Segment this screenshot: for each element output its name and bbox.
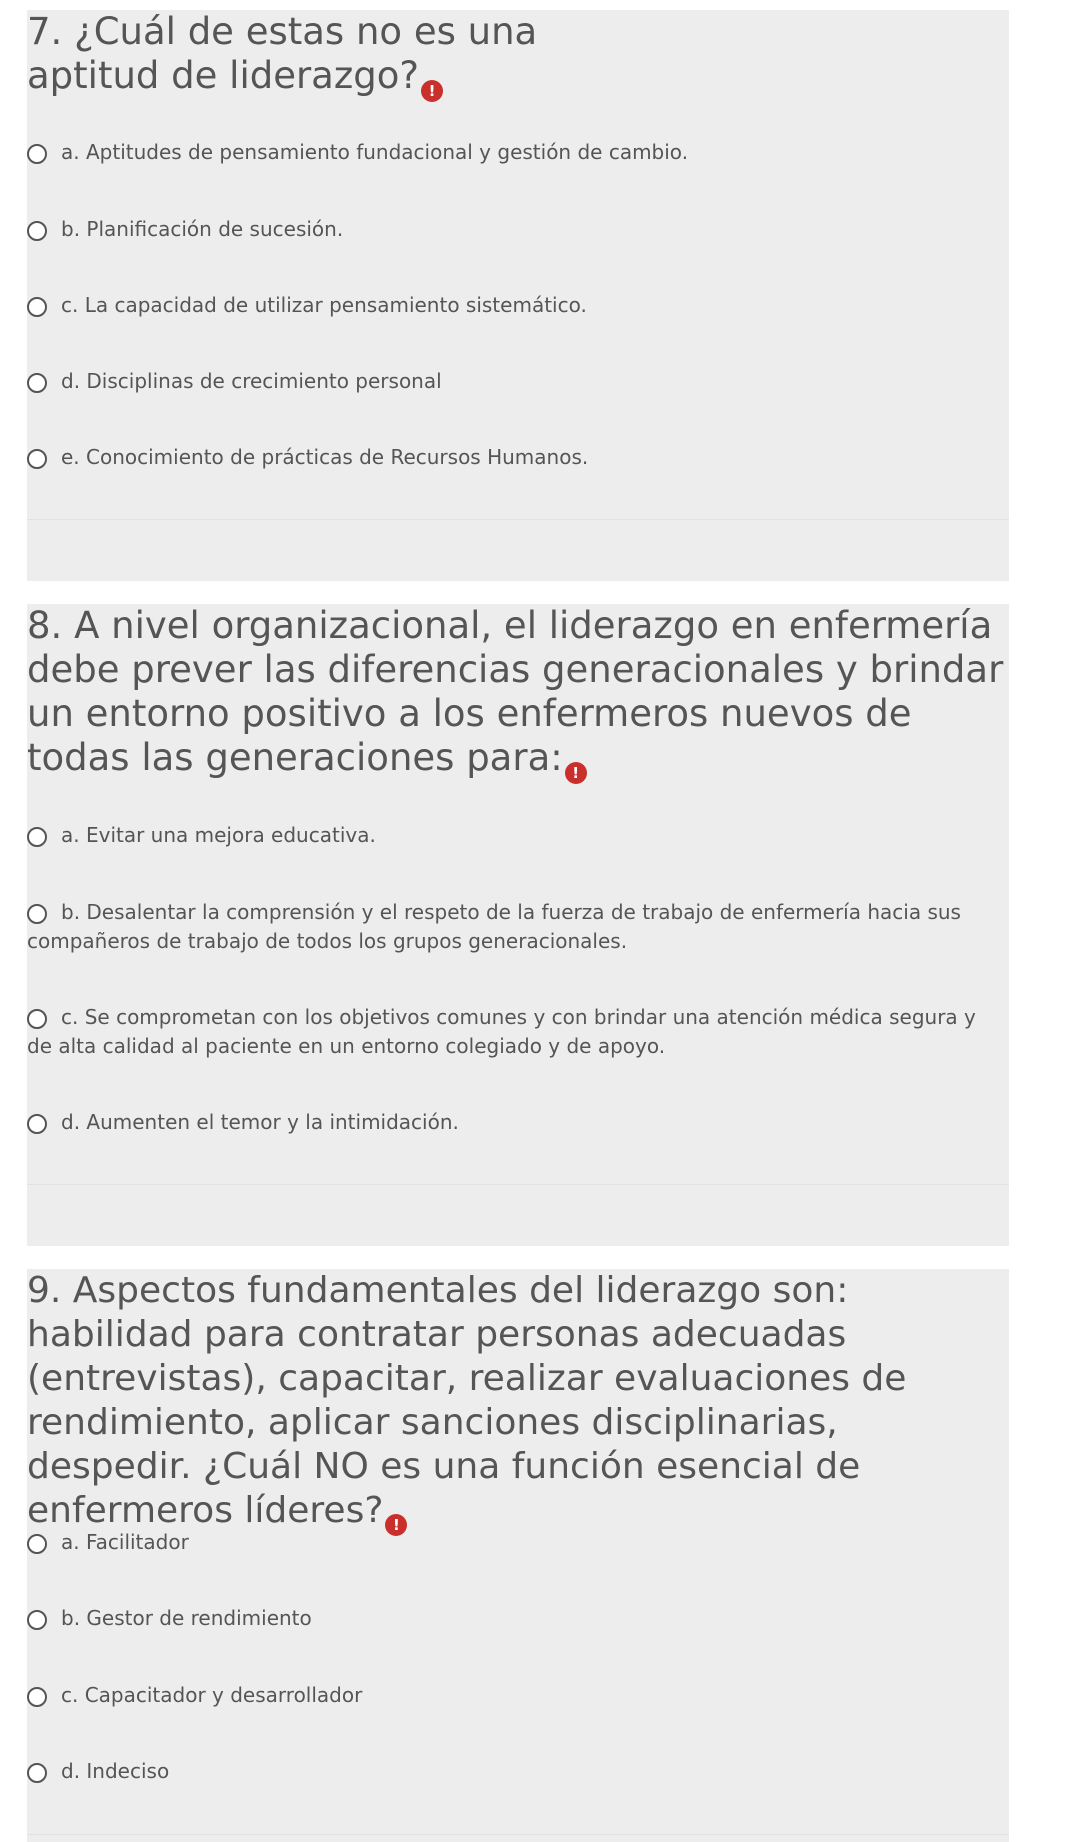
option-8d[interactable]: d. Aumenten el temor y la intimidación. [27,1108,1007,1137]
option-8a[interactable]: a. Evitar una mejora educativa. [27,821,1007,850]
option-7b[interactable]: b. Planificación de sucesión. [27,215,1007,244]
option-9d[interactable]: d. Indeciso [27,1757,1007,1786]
option-7c[interactable]: c. La capacidad de utilizar pensamiento sistemático. [27,291,1007,320]
question-9-title: 9. Aspectos fundamentales del liderazgo son: habilidad para contratar personas adecuadas (entrevistas), capacitar, realizar evaluaciones de rendimiento, aplicar sanciones disciplinarias, despedir. ¿Cuál NO es una función esencial de enfermeros líderes? ! [27,1270,907,1534]
radio-button[interactable] [27,904,47,924]
radio-button[interactable] [27,144,47,164]
required-icon: ! [421,80,443,102]
option-8c[interactable]: c. Se comprometan con los objetivos comunes y con brindar una atención médica segura y de alta calidad al paciente en un entorno colegiado y de apoyo. [27,1005,976,1058]
radio-button[interactable] [27,1610,47,1630]
divider [27,519,1009,520]
divider [27,1184,1009,1185]
radio-button[interactable] [27,373,47,393]
radio-button[interactable] [27,1534,47,1554]
option-7d[interactable]: d. Disciplinas de crecimiento personal [27,367,1007,396]
option-7e[interactable]: e. Conocimiento de prácticas de Recursos Humanos. [27,443,1007,472]
option-9a[interactable]: a. Facilitador [27,1528,1007,1557]
radio-button[interactable] [27,827,47,847]
radio-button[interactable] [27,449,47,469]
question-7-title: 7. ¿Cuál de estas no es una aptitud de liderazgo? ! [27,10,538,100]
radio-button[interactable] [27,1009,47,1029]
option-9b[interactable]: b. Gestor de rendimiento [27,1604,1007,1633]
question-7 [27,10,1009,581]
option-7a[interactable]: a. Aptitudes de pensamiento fundacional y gestión de cambio. [27,138,1007,167]
radio-button[interactable] [27,1763,47,1783]
option-8b[interactable]: b. Desalentar la comprensión y el respeto de la fuerza de trabajo de enfermería hacia sus compañeros de trabajo de todos los grupos generacionales. [27,900,961,953]
required-icon: ! [565,762,587,784]
option-9c[interactable]: c. Capacitador y desarrollador [27,1681,1007,1710]
question-8-title: 8. A nivel organizacional, el liderazgo en enfermería debe prever las diferencias generacionales y brindar un entorno positivo a los enfermeros nuevos de todas las generaciones para: ! [27,604,1004,782]
required-icon: ! [385,1514,407,1536]
divider [27,1834,1009,1835]
question-9 [27,1269,1009,1842]
radio-button[interactable] [27,297,47,317]
radio-button[interactable] [27,221,47,241]
radio-button[interactable] [27,1114,47,1134]
radio-button[interactable] [27,1687,47,1707]
question-8 [27,604,1009,1246]
